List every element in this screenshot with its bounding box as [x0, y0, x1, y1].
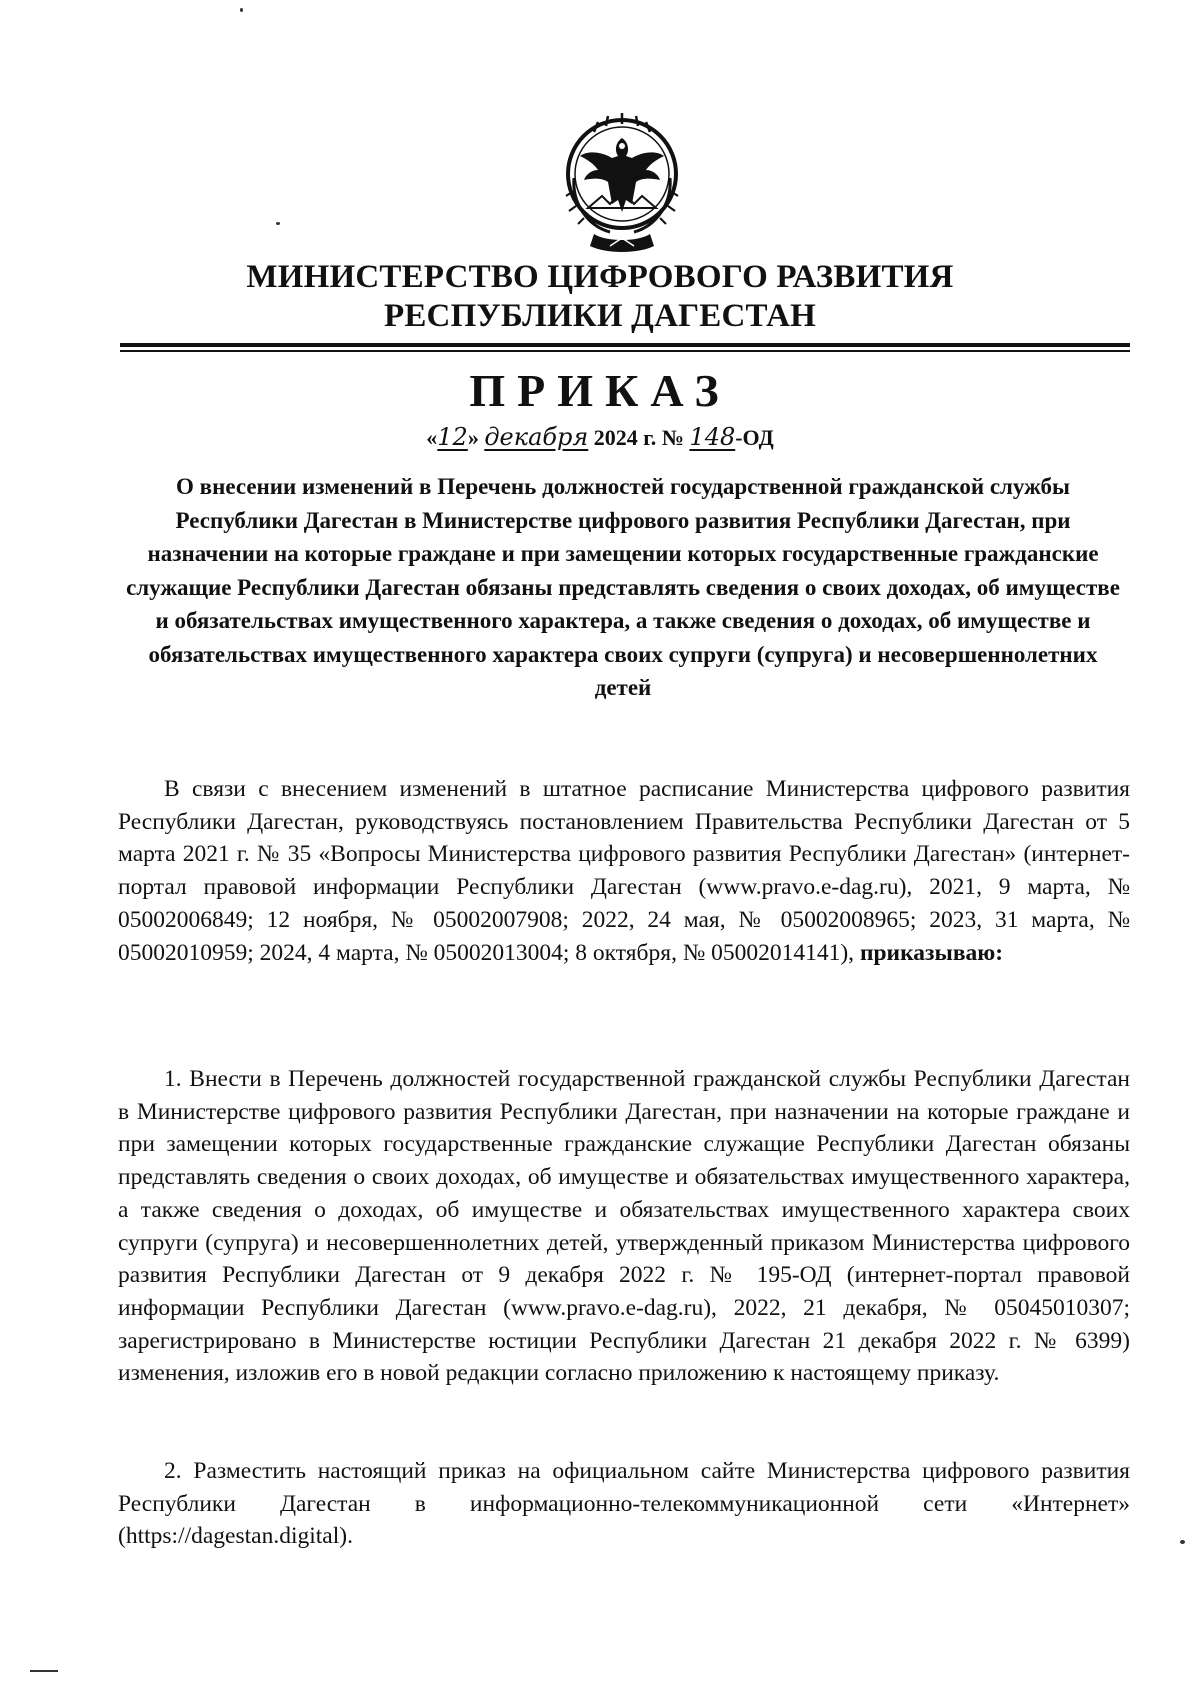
- organization-name-line2: РЕСПУБЛИКИ ДАГЕСТАН: [383, 298, 817, 334]
- date-open-quote: «: [426, 425, 438, 450]
- number-sign: №: [661, 425, 684, 450]
- organization-name-line1: МИНИСТЕРСТВО ЦИФРОВОГО РАЗВИТИЯ: [246, 259, 954, 295]
- preamble-text: В связи с внесением изменений в штатное расписание Министерства цифрового развития Республики Дагестан, руководствуясь постановлением Правительства Республики Дагестан от 5 марта 2021 г. № 35 «Вопросы Министерства цифрового развития Республики Дагестан» (интернет-портал правовой информации Республики Дагестан (www.pravo.e-dag.ru), 2021, 9 марта, № 05002006849; 12 ноября, № 05002007908; 2022, 24 мая, № 05002008965; 2023, 31 марта, № 05002010959; 2024, 4 марта, № 05002013004; 8 октября, № 05002014141),: [118, 776, 1130, 966]
- scan-speck: [1180, 1540, 1185, 1544]
- date-day: 12: [437, 423, 468, 451]
- document-type-title: ПРИКАЗ: [469, 365, 731, 416]
- order-item-1: 1. Внести в Перечень должностей государственной гражданской службы Республики Дагестан в Министерстве цифрового развития Республики Дагестан, при назначении на которые граждане и при замещении которых государственные гражданские служащие Республики Дагестан обязаны представлять сведения о своих доходах, об имуществе и обязательствах имущественного характера, а также сведения о доходах, об имуществе и обязательствах имущественного характера своих супруги (супруга) и несовершеннолетних детей, утвержденный приказом Министерства цифрового развития Республики Дагестан от 9 декабря 2022 г. № 195-ОД (интернет-портал правовой информации Республики Дагестан (www.pravo.e-dag.ru), 2022, 21 декабря, № 05045010307; зарегистрировано в Министерстве юстиции Республики Дагестан 21 декабря 2022 г. № 6399) изменения, изложив его в новой редакции согласно приложению к настоящему приказу.: [118, 1066, 1130, 1387]
- date-month: декабря: [484, 423, 589, 451]
- scan-speck: [240, 8, 243, 12]
- scan-speck: [276, 222, 280, 225]
- document-subject: О внесении изменений в Перечень должностей государственной гражданской службы Республики Дагестан в Министерстве цифрового развития Республики Дагестан, при назначении на которые граждане и при замещении которых государственные гражданские служащие Республики Дагестан обязаны представлять сведения о своих доходах, об имуществе и обязательствах имущественного характера, а также сведения о доходах, об имуществе и обязательствах имущественного характера своих супруги (супруга) и несовершеннолетних детей: [126, 474, 1120, 700]
- order-word: приказываю:: [859, 939, 1004, 966]
- order-item-2: 2. Разместить настоящий приказ на официальном сайте Министерства цифрового развития Республики Дагестан в информационно-телекоммуникационной сети «Интернет» (https://dagestan.digital).: [118, 1458, 1130, 1550]
- preamble-paragraph: [118, 773, 1130, 969]
- document-date-number-line: [100, 422, 1100, 453]
- date-year: 2024 г.: [593, 425, 657, 450]
- document-number-suffix: -ОД: [735, 425, 774, 450]
- header-divider-thick: [120, 343, 1130, 347]
- date-close-quote: »: [467, 425, 479, 450]
- document-number: 148: [689, 423, 736, 451]
- dagestan-coat-of-arms-icon: [554, 108, 690, 256]
- scan-speck: [30, 1670, 58, 1672]
- header-divider-thin: [120, 350, 1130, 352]
